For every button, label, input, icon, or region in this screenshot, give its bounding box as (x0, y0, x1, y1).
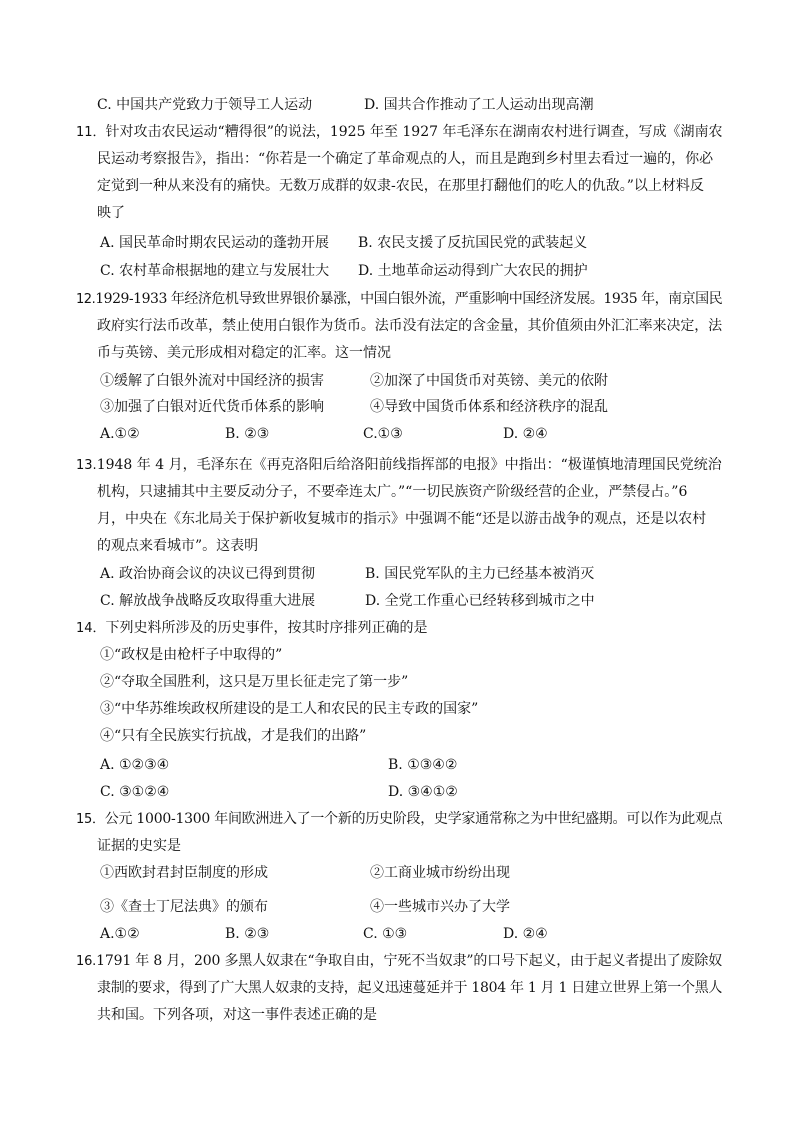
q13-number: 13. (76, 458, 97, 473)
q15-item-2: ②工商业城市纷纷出现 (370, 865, 510, 881)
q12-option-d: D. ②④ (503, 426, 548, 442)
q13-option-c: C. 解放战争战略反攻取得重大进展 (100, 593, 316, 609)
q15-item-4: ④一些城市兴办了大学 (370, 899, 510, 915)
q15-option-b: B. ②③ (225, 926, 270, 942)
q14-item-2: ②“夺取全国胜利，这只是万里长征走完了第一步” (100, 674, 409, 690)
q12-item-1: ①缓解了白银外流对中国经济的损害 (100, 373, 324, 389)
q13-option-b: B. 国民党军队的主力已经基本被消灭 (365, 566, 595, 582)
q12-option-b: B. ②③ (225, 426, 270, 442)
q11-stem-line-1: 11．针对攻击农民运动“糟得很”的说法，1925 年至 1927 年毛泽东在湖南农村进行调查，写成《湖南农 (76, 124, 723, 140)
q14-option-c: C. ③①②④ (100, 784, 170, 800)
q12-stem-line-3: 币与英镑、美元形成相对稳定的汇率。这一情况 (97, 345, 391, 361)
q10-option-d: D. 国共合作推动了工人运动出现高潮 (364, 97, 594, 113)
q14-item-1: ①“政权是由枪杆子中取得的” (100, 647, 283, 663)
q16-stem-line-2: 隶制的要求，得到了广大黑人奴隶的支持，起义迅速蔓延并于 1804 年 1 月 1 日建立世界上第一个黑人 (97, 980, 723, 996)
q14-option-d: D. ③④①② (388, 784, 458, 800)
q15-item-1: ①西欧封君封臣制度的形成 (100, 865, 268, 881)
q13-option-a: A. 政治协商会议的决议已得到贯彻 (100, 566, 316, 582)
q13-stem-line-1: 13.1948 年 4 月，毛泽东在《再克洛阳后给洛阳前线指挥部的电报》中指出：“极谨慎地清理国民党统治 (76, 457, 722, 473)
q11-option-a: A. 国民革命时期农民运动的蓬勃开展 (100, 235, 330, 251)
q12-option-a: A.①② (100, 426, 140, 442)
q15-stem-line-1: 15．公元 1000-1300 年间欧洲进入了一个新的历史阶段，史学家通常称之为中世纪盛期。可以作为此观点 (76, 811, 723, 827)
q15-option-a: A.①② (100, 926, 140, 942)
q13-stem-line-4: 的观点来看城市”。这表明 (97, 538, 259, 554)
q13-stem-line-3: 月，中央在《东北局关于保护新收复城市的指示》中强调不能“还是以游击战争的观点，还是以农村 (97, 511, 707, 527)
q12-item-2: ②加深了中国货币对英镑、美元的依附 (370, 373, 608, 389)
q13-option-d: D. 全党工作重心已经转移到城市之中 (365, 593, 595, 609)
q11-stem-line-4: 映了 (97, 205, 125, 221)
q14-stem-line-1: 14．下列史料所涉及的历史事件，按其时序排列正确的是 (76, 620, 428, 636)
q11-option-c: C. 农村革命根据地的建立与发展壮大 (100, 263, 330, 279)
q16-stem-line-1: 16.1791 年 8 月，200 多黑人奴隶在“争取自由，宁死不当奴隶”的口号下起义，由于起义者提出了废除奴 (76, 953, 723, 969)
q14-option-a: A. ①②③④ (100, 757, 170, 773)
q11-number: 11． (76, 125, 106, 140)
q16-stem-line-3: 共和国。下列各项，对这一事件表述正确的是 (97, 1007, 377, 1023)
q14-item-4: ④“只有全民族实行抗战，才是我们的出路” (100, 728, 367, 744)
q15-stem-line-2: 证据的史实是 (97, 838, 181, 854)
q11-stem-line-2: 民运动考察报告》，指出：“你若是一个确定了革命观点的人，而且是跑到乡村里去看过一遍的，你必 (97, 151, 714, 167)
q15-item-3: ③《查士丁尼法典》的颁布 (100, 899, 268, 915)
q10-option-c: C. 中国共产党致力于领导工人运动 (97, 97, 313, 113)
q15-number: 15． (76, 812, 105, 827)
q14-option-b: B. ①③④② (388, 757, 458, 773)
q16-number: 16. (76, 954, 97, 969)
q12-option-c: C.①③ (363, 426, 403, 442)
q12-stem-line-2: 政府实行法币改革，禁止使用白银作为货币。法币没有法定的含金量，其价值须由外汇汇率来决定，法 (97, 318, 722, 334)
q11-stem-line-3: 定觉到一种从来没有的痛快。无数万成群的奴隶-农民，在那里打翻他们的吃人的仇敌。”以上材料反 (97, 178, 704, 194)
q13-stem-line-2: 机构，只逮捕其中主要反动分子，不要牵连太广。”“一切民族资产阶级经营的企业，严禁侵占。”6 (97, 484, 688, 500)
q11-option-b: B. 农民支援了反抗国民党的武装起义 (358, 235, 588, 251)
q15-option-c: C. ①③ (363, 926, 408, 942)
q12-stem-line-1: 12.1929-1933 年经济危机导致世界银价暴涨，中国白银外流，严重影响中国经济发展。1935 年，南京国民 (76, 291, 723, 307)
q14-item-3: ③“中华苏维埃政权所建设的是工人和农民的民主专政的国家” (100, 701, 479, 717)
q11-option-d: D. 土地革命运动得到广大农民的拥护 (358, 263, 588, 279)
q12-item-4: ④导致中国货币体系和经济秩序的混乱 (370, 399, 608, 415)
q12-number: 12. (76, 292, 96, 307)
q12-item-3: ③加强了白银对近代货币体系的影响 (100, 399, 324, 415)
q14-number: 14． (76, 621, 106, 636)
q15-option-d: D. ②④ (503, 926, 548, 942)
